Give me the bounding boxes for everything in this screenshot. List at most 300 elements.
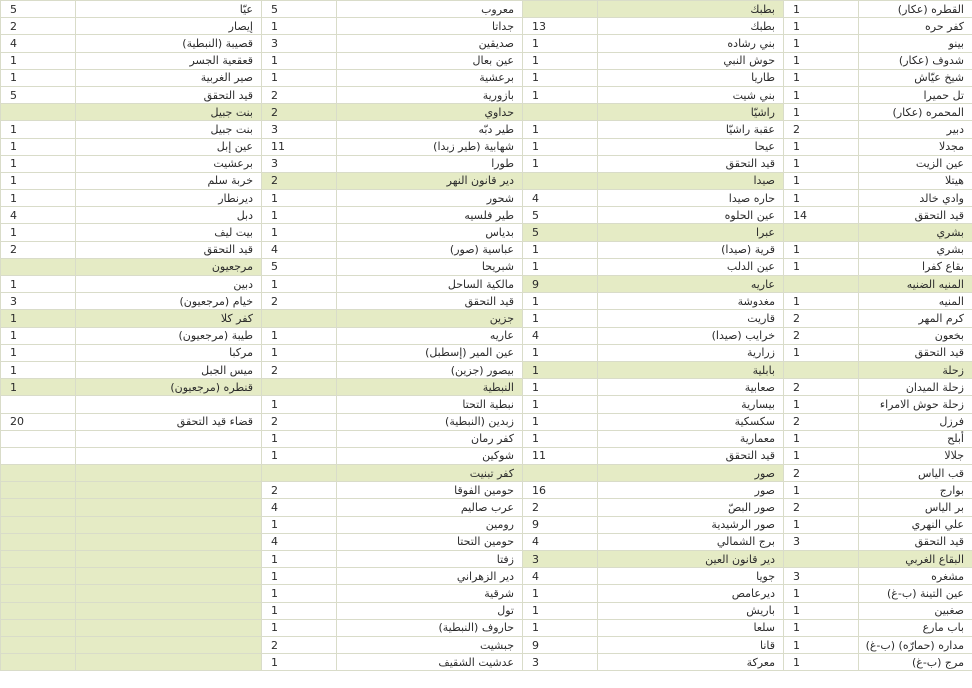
place-name-cell[interactable]: بيت ليف xyxy=(76,224,262,241)
count-cell[interactable]: 1 xyxy=(1,310,76,327)
count-cell[interactable]: 3 xyxy=(262,155,337,172)
count-cell[interactable]: 2 xyxy=(262,413,337,430)
place-name-cell[interactable]: المنيه xyxy=(859,293,972,310)
count-cell[interactable]: 2 xyxy=(523,499,598,516)
place-name-cell[interactable]: باب مارع xyxy=(859,619,972,636)
count-cell[interactable]: 5 xyxy=(262,1,337,18)
place-name-cell[interactable]: هيتلا xyxy=(859,172,972,189)
count-cell[interactable]: 9 xyxy=(523,276,598,293)
count-cell[interactable]: 1 xyxy=(1,155,76,172)
count-cell[interactable]: 9 xyxy=(523,516,598,533)
count-cell[interactable]: 4 xyxy=(523,327,598,344)
count-cell[interactable]: 1 xyxy=(523,396,598,413)
count-cell[interactable]: 11 xyxy=(523,447,598,464)
place-name-cell[interactable]: زحلة الميدان xyxy=(859,379,972,396)
count-cell[interactable]: 1 xyxy=(784,619,859,636)
place-name-cell[interactable]: نبطية التحتا xyxy=(337,396,523,413)
count-cell[interactable]: 1 xyxy=(1,52,76,69)
count-cell[interactable] xyxy=(523,104,598,121)
count-cell[interactable]: 20 xyxy=(1,413,76,430)
count-cell[interactable]: 1 xyxy=(784,241,859,258)
place-name-cell[interactable]: قب الياس xyxy=(859,465,972,482)
place-name-cell[interactable]: قرية (صيدا) xyxy=(598,241,784,258)
place-name-cell[interactable]: زحلة حوش الامراء xyxy=(859,396,972,413)
place-name-cell[interactable]: مغدوشة xyxy=(598,293,784,310)
count-cell[interactable] xyxy=(1,533,76,550)
place-name-cell[interactable]: بوارج xyxy=(859,482,972,499)
count-cell[interactable]: 1 xyxy=(262,551,337,568)
place-name-cell[interactable]: دبير xyxy=(859,121,972,138)
count-cell[interactable] xyxy=(262,465,337,482)
count-cell[interactable]: 1 xyxy=(1,224,76,241)
count-cell[interactable]: 1 xyxy=(262,344,337,361)
count-cell[interactable]: 1 xyxy=(262,276,337,293)
count-cell[interactable]: 11 xyxy=(262,138,337,155)
count-cell[interactable] xyxy=(1,499,76,516)
count-cell[interactable]: 1 xyxy=(262,69,337,86)
place-name-cell[interactable]: قضاء قيد التحقق xyxy=(76,413,262,430)
place-name-cell[interactable]: مرجعيون xyxy=(76,258,262,275)
place-name-cell[interactable]: قيد التحقق xyxy=(337,293,523,310)
place-name-cell[interactable]: عين المير (إسطبل) xyxy=(337,344,523,361)
count-cell[interactable]: 4 xyxy=(523,568,598,585)
count-cell[interactable]: 3 xyxy=(262,35,337,52)
count-cell[interactable]: 2 xyxy=(262,172,337,189)
place-name-cell[interactable]: تل حميرا xyxy=(859,86,972,103)
place-name-cell[interactable]: برعشيت xyxy=(76,155,262,172)
place-name-cell[interactable]: شيخ عيّاش xyxy=(859,69,972,86)
place-name-cell[interactable]: إيصار xyxy=(76,18,262,35)
count-cell[interactable]: 1 xyxy=(784,155,859,172)
place-name-cell[interactable]: حومين التحتا xyxy=(337,533,523,550)
count-cell[interactable]: 1 xyxy=(262,396,337,413)
count-cell[interactable] xyxy=(1,636,76,653)
place-name-cell[interactable]: حوش النبي xyxy=(598,52,784,69)
count-cell[interactable]: 4 xyxy=(1,207,76,224)
place-name-cell[interactable]: مرج (ب-غ) xyxy=(859,654,972,671)
place-name-cell[interactable]: صغبين xyxy=(859,602,972,619)
place-name-cell[interactable]: راشيّا xyxy=(598,104,784,121)
place-name-cell[interactable]: مركبا xyxy=(76,344,262,361)
place-name-cell[interactable]: دير قانون النهر xyxy=(337,172,523,189)
place-name-cell[interactable]: عاريه xyxy=(598,276,784,293)
count-cell[interactable] xyxy=(1,430,76,447)
count-cell[interactable] xyxy=(1,104,76,121)
count-cell[interactable]: 2 xyxy=(262,293,337,310)
count-cell[interactable] xyxy=(1,619,76,636)
count-cell[interactable]: 1 xyxy=(262,327,337,344)
count-cell[interactable]: 1 xyxy=(1,190,76,207)
count-cell[interactable]: 2 xyxy=(784,465,859,482)
place-name-cell[interactable]: صور xyxy=(598,465,784,482)
count-cell[interactable]: 1 xyxy=(784,482,859,499)
place-name-cell[interactable]: دير قانون العين xyxy=(598,551,784,568)
count-cell[interactable]: 1 xyxy=(523,258,598,275)
place-name-cell[interactable]: النبطية xyxy=(337,379,523,396)
count-cell[interactable]: 1 xyxy=(784,430,859,447)
count-cell[interactable] xyxy=(1,568,76,585)
count-cell[interactable]: 1 xyxy=(1,276,76,293)
place-name-cell[interactable]: بازورية xyxy=(337,86,523,103)
place-name-cell[interactable]: تول xyxy=(337,602,523,619)
count-cell[interactable] xyxy=(784,224,859,241)
place-name-cell[interactable]: خيام (مرجعيون) xyxy=(76,293,262,310)
count-cell[interactable]: 4 xyxy=(262,533,337,550)
count-cell[interactable]: 2 xyxy=(262,482,337,499)
place-name-cell[interactable]: بينو xyxy=(859,35,972,52)
place-name-cell[interactable]: قيد التحقق xyxy=(598,447,784,464)
place-name-cell[interactable]: حداوي xyxy=(337,104,523,121)
count-cell[interactable]: 2 xyxy=(1,241,76,258)
place-name-cell[interactable]: وادي خالد xyxy=(859,190,972,207)
count-cell[interactable]: 1 xyxy=(262,224,337,241)
place-name-cell[interactable]: بطبك xyxy=(598,1,784,18)
count-cell[interactable] xyxy=(784,361,859,378)
count-cell[interactable]: 1 xyxy=(784,104,859,121)
count-cell[interactable]: 1 xyxy=(1,121,76,138)
place-name-cell[interactable]: شدوف (عكار) xyxy=(859,52,972,69)
count-cell[interactable]: 1 xyxy=(523,310,598,327)
count-cell[interactable]: 2 xyxy=(784,121,859,138)
count-cell[interactable] xyxy=(523,172,598,189)
count-cell[interactable]: 1 xyxy=(523,121,598,138)
count-cell[interactable] xyxy=(1,585,76,602)
count-cell[interactable]: 1 xyxy=(784,516,859,533)
place-name-cell[interactable]: كفر كلا xyxy=(76,310,262,327)
place-name-cell[interactable]: كفر تبنيت xyxy=(337,465,523,482)
count-cell[interactable]: 3 xyxy=(784,568,859,585)
place-name-cell[interactable]: حومين الفوقا xyxy=(337,482,523,499)
count-cell[interactable]: 1 xyxy=(523,155,598,172)
count-cell[interactable]: 1 xyxy=(784,258,859,275)
place-name-cell[interactable]: مالكية الساحل xyxy=(337,276,523,293)
place-name-cell[interactable]: ديرنطار xyxy=(76,190,262,207)
place-name-cell[interactable]: عبرا xyxy=(598,224,784,241)
count-cell[interactable]: 1 xyxy=(262,516,337,533)
count-cell[interactable]: 2 xyxy=(784,499,859,516)
place-name-cell[interactable]: طير فلسيه xyxy=(337,207,523,224)
count-cell[interactable]: 1 xyxy=(523,52,598,69)
place-name-cell[interactable]: جبشيت xyxy=(337,636,523,653)
count-cell[interactable]: 1 xyxy=(784,138,859,155)
place-name-cell[interactable]: مداره (حمارّه) (ب-غ) xyxy=(859,636,972,653)
count-cell[interactable]: 5 xyxy=(523,207,598,224)
count-cell[interactable]: 2 xyxy=(784,310,859,327)
count-cell[interactable]: 1 xyxy=(262,619,337,636)
count-cell[interactable]: 2 xyxy=(784,327,859,344)
place-name-cell[interactable]: زفتا xyxy=(337,551,523,568)
count-cell[interactable]: 1 xyxy=(523,344,598,361)
count-cell[interactable]: 1 xyxy=(262,602,337,619)
place-name-cell[interactable]: مجدلا xyxy=(859,138,972,155)
place-name-cell[interactable]: رومين xyxy=(337,516,523,533)
place-name-cell[interactable] xyxy=(76,430,262,447)
place-name-cell[interactable]: شوكين xyxy=(337,447,523,464)
count-cell[interactable]: 1 xyxy=(523,241,598,258)
place-name-cell[interactable]: صديقين xyxy=(337,35,523,52)
place-name-cell[interactable]: باريش xyxy=(598,602,784,619)
place-name-cell[interactable]: علي النهري xyxy=(859,516,972,533)
count-cell[interactable]: 1 xyxy=(523,361,598,378)
place-name-cell[interactable]: بنت جبيل xyxy=(76,121,262,138)
count-cell[interactable]: 1 xyxy=(523,86,598,103)
place-name-cell[interactable] xyxy=(76,619,262,636)
place-name-cell[interactable]: شهابية (طير زبدا) xyxy=(337,138,523,155)
count-cell[interactable]: 1 xyxy=(262,207,337,224)
place-name-cell[interactable]: كرم المهر xyxy=(859,310,972,327)
count-cell[interactable]: 1 xyxy=(523,413,598,430)
place-name-cell[interactable]: طورا xyxy=(337,155,523,172)
count-cell[interactable]: 1 xyxy=(784,293,859,310)
count-cell[interactable]: 2 xyxy=(262,361,337,378)
place-name-cell[interactable]: بخعون xyxy=(859,327,972,344)
place-name-cell[interactable]: عباسية (صور) xyxy=(337,241,523,258)
place-name-cell[interactable] xyxy=(76,636,262,653)
place-name-cell[interactable]: طاريا xyxy=(598,69,784,86)
count-cell[interactable]: 1 xyxy=(784,52,859,69)
count-cell[interactable]: 13 xyxy=(523,18,598,35)
count-cell[interactable]: 4 xyxy=(262,241,337,258)
count-cell[interactable] xyxy=(1,551,76,568)
place-name-cell[interactable]: صور البصّ xyxy=(598,499,784,516)
place-name-cell[interactable]: عين الحلوه xyxy=(598,207,784,224)
place-name-cell[interactable]: خربة سلم xyxy=(76,172,262,189)
place-name-cell[interactable]: برعشية xyxy=(337,69,523,86)
place-name-cell[interactable]: معمارية xyxy=(598,430,784,447)
place-name-cell[interactable]: بني رشاده xyxy=(598,35,784,52)
count-cell[interactable]: 1 xyxy=(1,172,76,189)
count-cell[interactable] xyxy=(1,447,76,464)
place-name-cell[interactable]: قيد التحقق xyxy=(76,241,262,258)
count-cell[interactable]: 1 xyxy=(784,396,859,413)
count-cell[interactable]: 1 xyxy=(784,86,859,103)
place-name-cell[interactable]: سلعا xyxy=(598,619,784,636)
place-name-cell[interactable]: عين الدلب xyxy=(598,258,784,275)
place-name-cell[interactable]: جداتا xyxy=(337,18,523,35)
place-name-cell[interactable]: صور الرشيدية xyxy=(598,516,784,533)
place-name-cell[interactable]: أبلح xyxy=(859,430,972,447)
place-name-cell[interactable]: بني شيت xyxy=(598,86,784,103)
place-name-cell[interactable]: عين التينة (ب-غ) xyxy=(859,585,972,602)
place-name-cell[interactable]: عدشيت الشقيف xyxy=(337,654,523,671)
count-cell[interactable]: 1 xyxy=(784,35,859,52)
count-cell[interactable]: 2 xyxy=(1,18,76,35)
count-cell[interactable]: 1 xyxy=(262,430,337,447)
count-cell[interactable]: 1 xyxy=(523,379,598,396)
place-name-cell[interactable] xyxy=(76,465,262,482)
count-cell[interactable]: 1 xyxy=(523,430,598,447)
count-cell[interactable]: 1 xyxy=(1,379,76,396)
count-cell[interactable]: 1 xyxy=(784,585,859,602)
place-name-cell[interactable]: خرايب (صيدا) xyxy=(598,327,784,344)
count-cell[interactable] xyxy=(784,551,859,568)
count-cell[interactable] xyxy=(262,379,337,396)
place-name-cell[interactable]: حاره صيدا xyxy=(598,190,784,207)
place-name-cell[interactable]: قيد التحقق xyxy=(598,155,784,172)
count-cell[interactable]: 1 xyxy=(262,654,337,671)
place-name-cell[interactable] xyxy=(76,516,262,533)
place-name-cell[interactable] xyxy=(76,396,262,413)
count-cell[interactable]: 5 xyxy=(523,224,598,241)
count-cell[interactable] xyxy=(523,1,598,18)
count-cell[interactable]: 1 xyxy=(784,602,859,619)
place-name-cell[interactable]: قنطره (مرجعيون) xyxy=(76,379,262,396)
place-name-cell[interactable]: صعابية xyxy=(598,379,784,396)
count-cell[interactable]: 1 xyxy=(784,636,859,653)
count-cell[interactable]: 2 xyxy=(262,636,337,653)
place-name-cell[interactable]: قصيبة (النبطية) xyxy=(76,35,262,52)
place-name-cell[interactable]: بابلية xyxy=(598,361,784,378)
place-name-cell[interactable]: سكسكية xyxy=(598,413,784,430)
place-name-cell[interactable] xyxy=(76,654,262,671)
count-cell[interactable]: 3 xyxy=(1,293,76,310)
place-name-cell[interactable]: ديرعامص xyxy=(598,585,784,602)
place-name-cell[interactable] xyxy=(76,482,262,499)
place-name-cell[interactable] xyxy=(76,447,262,464)
count-cell[interactable]: 1 xyxy=(523,35,598,52)
place-name-cell[interactable]: قيد التحقق xyxy=(859,344,972,361)
place-name-cell[interactable] xyxy=(76,533,262,550)
place-name-cell[interactable]: عين بعال xyxy=(337,52,523,69)
place-name-cell[interactable] xyxy=(76,551,262,568)
place-name-cell[interactable]: قعقعية الجسر xyxy=(76,52,262,69)
place-name-cell[interactable]: شحور xyxy=(337,190,523,207)
place-name-cell[interactable]: معروب xyxy=(337,1,523,18)
count-cell[interactable]: 4 xyxy=(1,35,76,52)
count-cell[interactable] xyxy=(1,465,76,482)
place-name-cell[interactable]: مشغره xyxy=(859,568,972,585)
place-name-cell[interactable]: بيصور (جزين) xyxy=(337,361,523,378)
count-cell[interactable]: 1 xyxy=(262,190,337,207)
place-name-cell[interactable]: بدياس xyxy=(337,224,523,241)
count-cell[interactable]: 3 xyxy=(784,533,859,550)
place-name-cell[interactable]: صور xyxy=(598,482,784,499)
count-cell[interactable]: 1 xyxy=(784,447,859,464)
count-cell[interactable]: 2 xyxy=(262,86,337,103)
place-name-cell[interactable] xyxy=(76,499,262,516)
count-cell[interactable] xyxy=(1,654,76,671)
count-cell[interactable]: 1 xyxy=(523,138,598,155)
place-name-cell[interactable]: البقاع الغربي xyxy=(859,551,972,568)
place-name-cell[interactable]: شرقية xyxy=(337,585,523,602)
place-name-cell[interactable]: دبين xyxy=(76,276,262,293)
count-cell[interactable]: 1 xyxy=(1,361,76,378)
count-cell[interactable]: 1 xyxy=(262,585,337,602)
count-cell[interactable]: 5 xyxy=(262,258,337,275)
place-name-cell[interactable]: فرزل xyxy=(859,413,972,430)
place-name-cell[interactable]: عاريه xyxy=(337,327,523,344)
count-cell[interactable]: 1 xyxy=(523,585,598,602)
count-cell[interactable] xyxy=(784,276,859,293)
place-name-cell[interactable]: قيد التحقق xyxy=(859,207,972,224)
count-cell[interactable]: 3 xyxy=(262,121,337,138)
count-cell[interactable]: 1 xyxy=(262,52,337,69)
count-cell[interactable]: 16 xyxy=(523,482,598,499)
place-name-cell[interactable]: بر الياس xyxy=(859,499,972,516)
place-name-cell[interactable] xyxy=(76,602,262,619)
count-cell[interactable]: 1 xyxy=(784,344,859,361)
place-name-cell[interactable]: صير الغربية xyxy=(76,69,262,86)
place-name-cell[interactable]: ميس الجبل xyxy=(76,361,262,378)
place-name-cell[interactable]: عيحا xyxy=(598,138,784,155)
place-name-cell[interactable]: قاريت xyxy=(598,310,784,327)
place-name-cell[interactable]: بشري xyxy=(859,241,972,258)
place-name-cell[interactable]: بقاع كفرا xyxy=(859,258,972,275)
place-name-cell[interactable]: القطره (عكار) xyxy=(859,1,972,18)
count-cell[interactable]: 1 xyxy=(1,344,76,361)
place-name-cell[interactable]: بطبك xyxy=(598,18,784,35)
place-name-cell[interactable]: المنيه الضنيه xyxy=(859,276,972,293)
count-cell[interactable]: 1 xyxy=(523,619,598,636)
place-name-cell[interactable]: قانا xyxy=(598,636,784,653)
count-cell[interactable]: 1 xyxy=(784,69,859,86)
count-cell[interactable]: 2 xyxy=(784,413,859,430)
count-cell[interactable]: 14 xyxy=(784,207,859,224)
place-name-cell[interactable]: قيد التحقق xyxy=(76,86,262,103)
count-cell[interactable]: 2 xyxy=(784,379,859,396)
place-name-cell[interactable]: عيّا xyxy=(76,1,262,18)
count-cell[interactable] xyxy=(1,602,76,619)
place-name-cell[interactable]: شبريحا xyxy=(337,258,523,275)
place-name-cell[interactable]: عرب صاليم xyxy=(337,499,523,516)
count-cell[interactable]: 1 xyxy=(784,18,859,35)
place-name-cell[interactable]: المحمره (عكار) xyxy=(859,104,972,121)
count-cell[interactable]: 2 xyxy=(262,104,337,121)
count-cell[interactable]: 4 xyxy=(262,499,337,516)
place-name-cell[interactable]: بشري xyxy=(859,224,972,241)
count-cell[interactable] xyxy=(1,516,76,533)
place-name-cell[interactable]: جزين xyxy=(337,310,523,327)
place-name-cell[interactable]: كفر رمان xyxy=(337,430,523,447)
count-cell[interactable]: 1 xyxy=(523,602,598,619)
place-name-cell[interactable]: بنت جبيل xyxy=(76,104,262,121)
place-name-cell[interactable]: كفر حره xyxy=(859,18,972,35)
place-name-cell[interactable] xyxy=(76,585,262,602)
place-name-cell[interactable]: جلالا xyxy=(859,447,972,464)
place-name-cell[interactable]: زرارية xyxy=(598,344,784,361)
count-cell[interactable]: 3 xyxy=(523,654,598,671)
count-cell[interactable] xyxy=(523,465,598,482)
count-cell[interactable]: 1 xyxy=(784,654,859,671)
place-name-cell[interactable]: دبل xyxy=(76,207,262,224)
count-cell[interactable]: 3 xyxy=(523,551,598,568)
count-cell[interactable] xyxy=(262,310,337,327)
count-cell[interactable]: 1 xyxy=(1,327,76,344)
place-name-cell[interactable]: معركة xyxy=(598,654,784,671)
count-cell[interactable]: 1 xyxy=(523,69,598,86)
place-name-cell[interactable]: برج الشمالي xyxy=(598,533,784,550)
count-cell[interactable]: 1 xyxy=(784,190,859,207)
count-cell[interactable]: 9 xyxy=(523,636,598,653)
count-cell[interactable]: 1 xyxy=(262,18,337,35)
count-cell[interactable] xyxy=(1,258,76,275)
place-name-cell[interactable]: عقبة راشيّا xyxy=(598,121,784,138)
place-name-cell[interactable]: صيدا xyxy=(598,172,784,189)
count-cell[interactable]: 4 xyxy=(523,533,598,550)
count-cell[interactable] xyxy=(1,396,76,413)
count-cell[interactable]: 5 xyxy=(1,1,76,18)
count-cell[interactable]: 1 xyxy=(262,447,337,464)
place-name-cell[interactable]: حاروف (النبطية) xyxy=(337,619,523,636)
place-name-cell[interactable]: عين إبل xyxy=(76,138,262,155)
place-name-cell[interactable]: دير الزهراني xyxy=(337,568,523,585)
place-name-cell[interactable]: جويا xyxy=(598,568,784,585)
place-name-cell[interactable]: زبدين (النبطية) xyxy=(337,413,523,430)
count-cell[interactable]: 1 xyxy=(1,69,76,86)
place-name-cell[interactable]: طيبة (مرجعيون) xyxy=(76,327,262,344)
count-cell[interactable]: 4 xyxy=(523,190,598,207)
count-cell[interactable] xyxy=(1,482,76,499)
